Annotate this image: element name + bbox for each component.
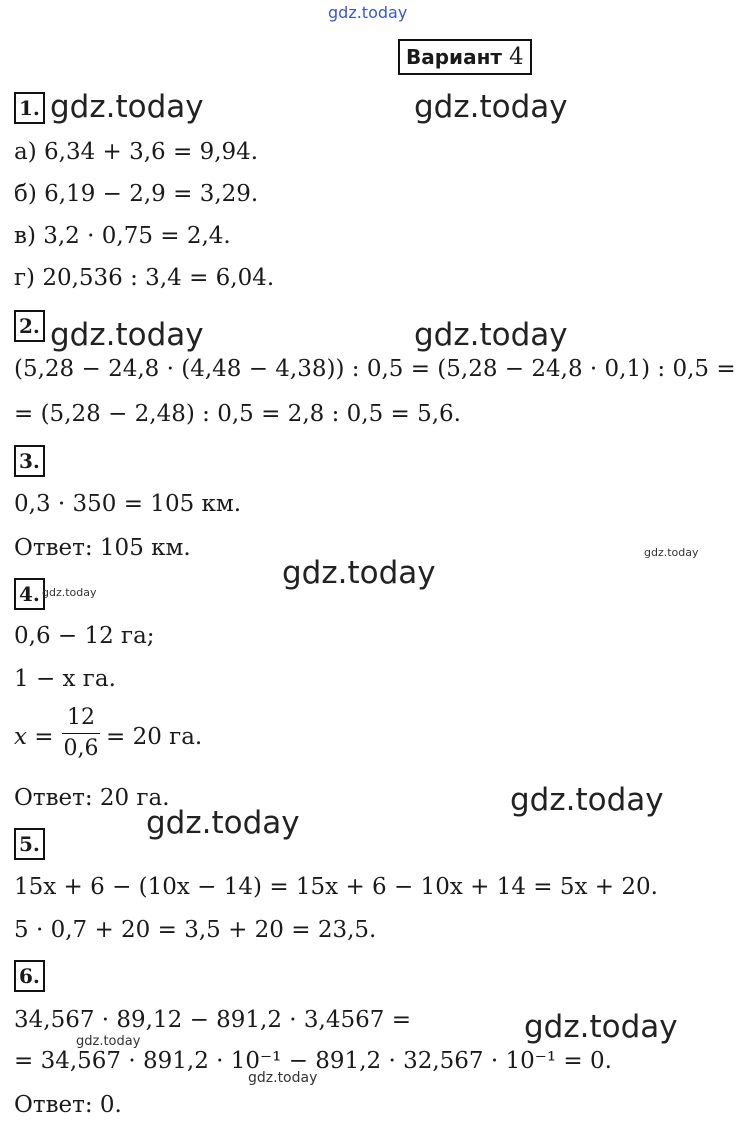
task-5-line-1: 15x + 6 − (10x − 14) = 15x + 6 − 10x + 14 = 5x + 20.: [14, 874, 658, 900]
task-3-number: 3.: [14, 445, 45, 477]
watermark-small: gdz.today: [248, 1070, 318, 1086]
task-2-number: 2.: [14, 310, 45, 342]
watermark-small: gdz.today: [42, 586, 97, 599]
task-4-line-1: 0,6 − 12 га;: [14, 623, 155, 649]
task-1-line-a: а) 6,34 + 3,6 = 9,94.: [14, 139, 259, 165]
fraction-bar: [62, 733, 100, 734]
fraction-denominator: 0,6: [63, 736, 99, 761]
task-1-line-c: в) 3,2 · 0,75 = 2,4.: [14, 223, 231, 249]
watermark: gdz.today: [524, 1009, 678, 1045]
task-6-answer: Ответ: 0.: [14, 1092, 122, 1118]
task-4-number: 4.: [14, 578, 45, 610]
task-2-line-1: (5,28 − 24,8 · (4,48 − 4,38)) : 0,5 = (5,28 − 24,8 · 0,1) : 0,5 =: [14, 356, 736, 382]
watermark-top: gdz.today: [328, 3, 408, 22]
task-5-number: 5.: [14, 828, 45, 860]
variant-label: Вариант: [406, 45, 502, 69]
task-4-fraction: [62, 705, 100, 762]
task-6-number: 6.: [14, 960, 45, 992]
task-4-result: = 20 га.: [106, 724, 203, 750]
task-6-line-1: 34,567 · 89,12 − 891,2 · 3,4567 =: [14, 1007, 411, 1033]
task-4-line-2: 1 − x га.: [14, 666, 116, 692]
watermark-small: gdz.today: [76, 1034, 141, 1049]
task-3-line-1: 0,3 · 350 = 105 км.: [14, 491, 242, 517]
task-1-line-b: б) 6,19 − 2,9 = 3,29.: [14, 181, 259, 207]
task-1-number: 1.: [14, 92, 45, 124]
task-5-line-2: 5 · 0,7 + 20 = 3,5 + 20 = 23,5.: [14, 917, 377, 943]
task-2-line-2: = (5,28 − 2,48) : 0,5 = 2,8 : 0,5 = 5,6.: [14, 401, 461, 427]
watermark: gdz.today: [50, 317, 204, 353]
task-4-answer: Ответ: 20 га.: [14, 785, 170, 811]
fraction-numerator: 12: [67, 705, 95, 730]
variant-title: [398, 39, 532, 75]
task-1-line-d: г) 20,536 : 3,4 = 6,04.: [14, 265, 275, 291]
watermark: gdz.today: [414, 317, 568, 353]
watermark-small: gdz.today: [644, 546, 699, 559]
variant-number: 4: [508, 44, 524, 70]
task-6-line-2: = 34,567 · 891,2 · 10⁻¹ − 891,2 · 32,567 · 10⁻¹ = 0.: [14, 1048, 612, 1074]
watermark: gdz.today: [146, 805, 300, 841]
watermark: gdz.today: [282, 555, 436, 591]
watermark: gdz.today: [50, 89, 204, 125]
task-4-x-equals: x =: [14, 724, 54, 750]
watermark: gdz.today: [414, 89, 568, 125]
task-3-answer: Ответ: 105 км.: [14, 535, 191, 561]
watermark: gdz.today: [510, 782, 664, 818]
